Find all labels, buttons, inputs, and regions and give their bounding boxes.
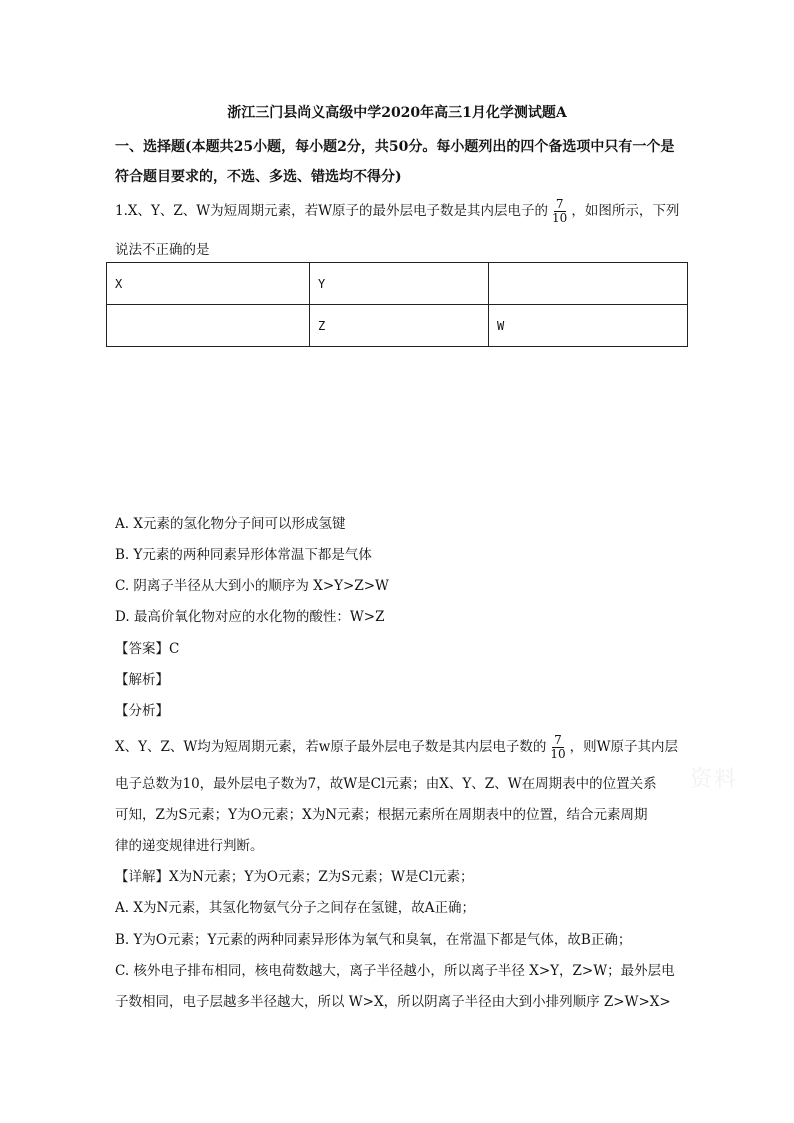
table-cell: W xyxy=(489,305,688,347)
question-stem xyxy=(115,198,679,225)
option-c: C. 阴离子半径从大到小的顺序为 X>Y>Z>W xyxy=(115,578,389,594)
fenxi-part2: ，则W原子其内层 xyxy=(569,739,679,755)
detail-line3: B. Y为O元素；Y元素的两种同素异形体为氧气和臭氧，在常温下都是气体，故B正确； xyxy=(115,932,632,948)
question-stem-part1: 1.X、Y、Z、W为短周期元素，若W原子的最外层电子数是其内层电子的 xyxy=(115,203,549,219)
fenxi-paragraph-line2: 电子总数为10，最外层电子数为7，故W是Cl元素；由X、Y、Z、W在周期表中的位置关系 xyxy=(115,776,657,792)
periodic-position-table xyxy=(106,262,688,347)
fraction-numerator: 7 xyxy=(554,733,562,747)
fenxi-part1: X、Y、Z、W均为短周期元素，若w原子最外层电子数是其内层电子数的 xyxy=(115,739,547,755)
page-title: 浙江三门县尚义高级中学2020年高三1月化学测试题A xyxy=(227,105,567,121)
fraction-denominator: 10 xyxy=(552,211,568,225)
fenxi-paragraph-line1 xyxy=(115,734,678,761)
table-cell: X xyxy=(107,263,310,305)
fenxi-label: 【分析】 xyxy=(115,703,169,719)
table-row xyxy=(107,305,688,347)
fenxi-paragraph-line3: 可知，Z为S元素；Y为O元素；X为N元素；根据元素所在周期表中的位置，结合元素周期 xyxy=(115,807,648,823)
option-d: D. 最高价氧化物对应的水化物的酸性：W>Z xyxy=(115,609,385,625)
fraction xyxy=(549,734,566,761)
analysis-label: 【解析】 xyxy=(115,672,169,688)
fraction-numerator: 7 xyxy=(555,197,564,211)
option-b: B. Y元素的两种同素异形体常温下都是气体 xyxy=(115,547,372,563)
table-cell xyxy=(489,263,688,305)
detail-line5: 子数相同，电子层越多半径越大，所以 W>X，所以阴离子半径由大到小排列顺序 Z>W>X> xyxy=(115,994,671,1010)
question-stem-line2: 说法不正确的是 xyxy=(115,242,210,258)
fraction xyxy=(551,198,568,225)
table-cell xyxy=(107,305,310,347)
detail-line1: 【详解】X为N元素；Y为O元素；Z为S元素；W是Cl元素； xyxy=(115,869,474,885)
fraction-denominator: 10 xyxy=(550,747,566,761)
table-cell: Z xyxy=(310,305,489,347)
detail-line2: A. X为N元素，其氢化物氨气分子之间存在氢键，故A正确； xyxy=(115,900,476,916)
table-cell: Y xyxy=(310,263,489,305)
question-stem-part2: ，如图所示，下列 xyxy=(571,203,680,219)
watermark: 资料 xyxy=(690,767,739,792)
option-a: A. X元素的氢化物分子间可以形成氢键 xyxy=(115,516,346,532)
detail-line4: C. 核外电子排布相同，核电荷数越大，离子半径越小，所以离子半径 X>Y，Z>W；最外层电 xyxy=(115,963,675,979)
answer: 【答案】C xyxy=(115,641,180,657)
section-heading-line1: 一、选择题(本题共25小题，每小题2分，共50分。每小题列出的四个备选项中只有一个是 xyxy=(115,139,675,155)
table-row xyxy=(107,263,688,305)
section-heading-line2: 符合题目要求的，不选、多选、错选均不得分) xyxy=(115,169,402,185)
fenxi-paragraph-line4: 律的递变规律进行判断。 xyxy=(115,838,264,854)
